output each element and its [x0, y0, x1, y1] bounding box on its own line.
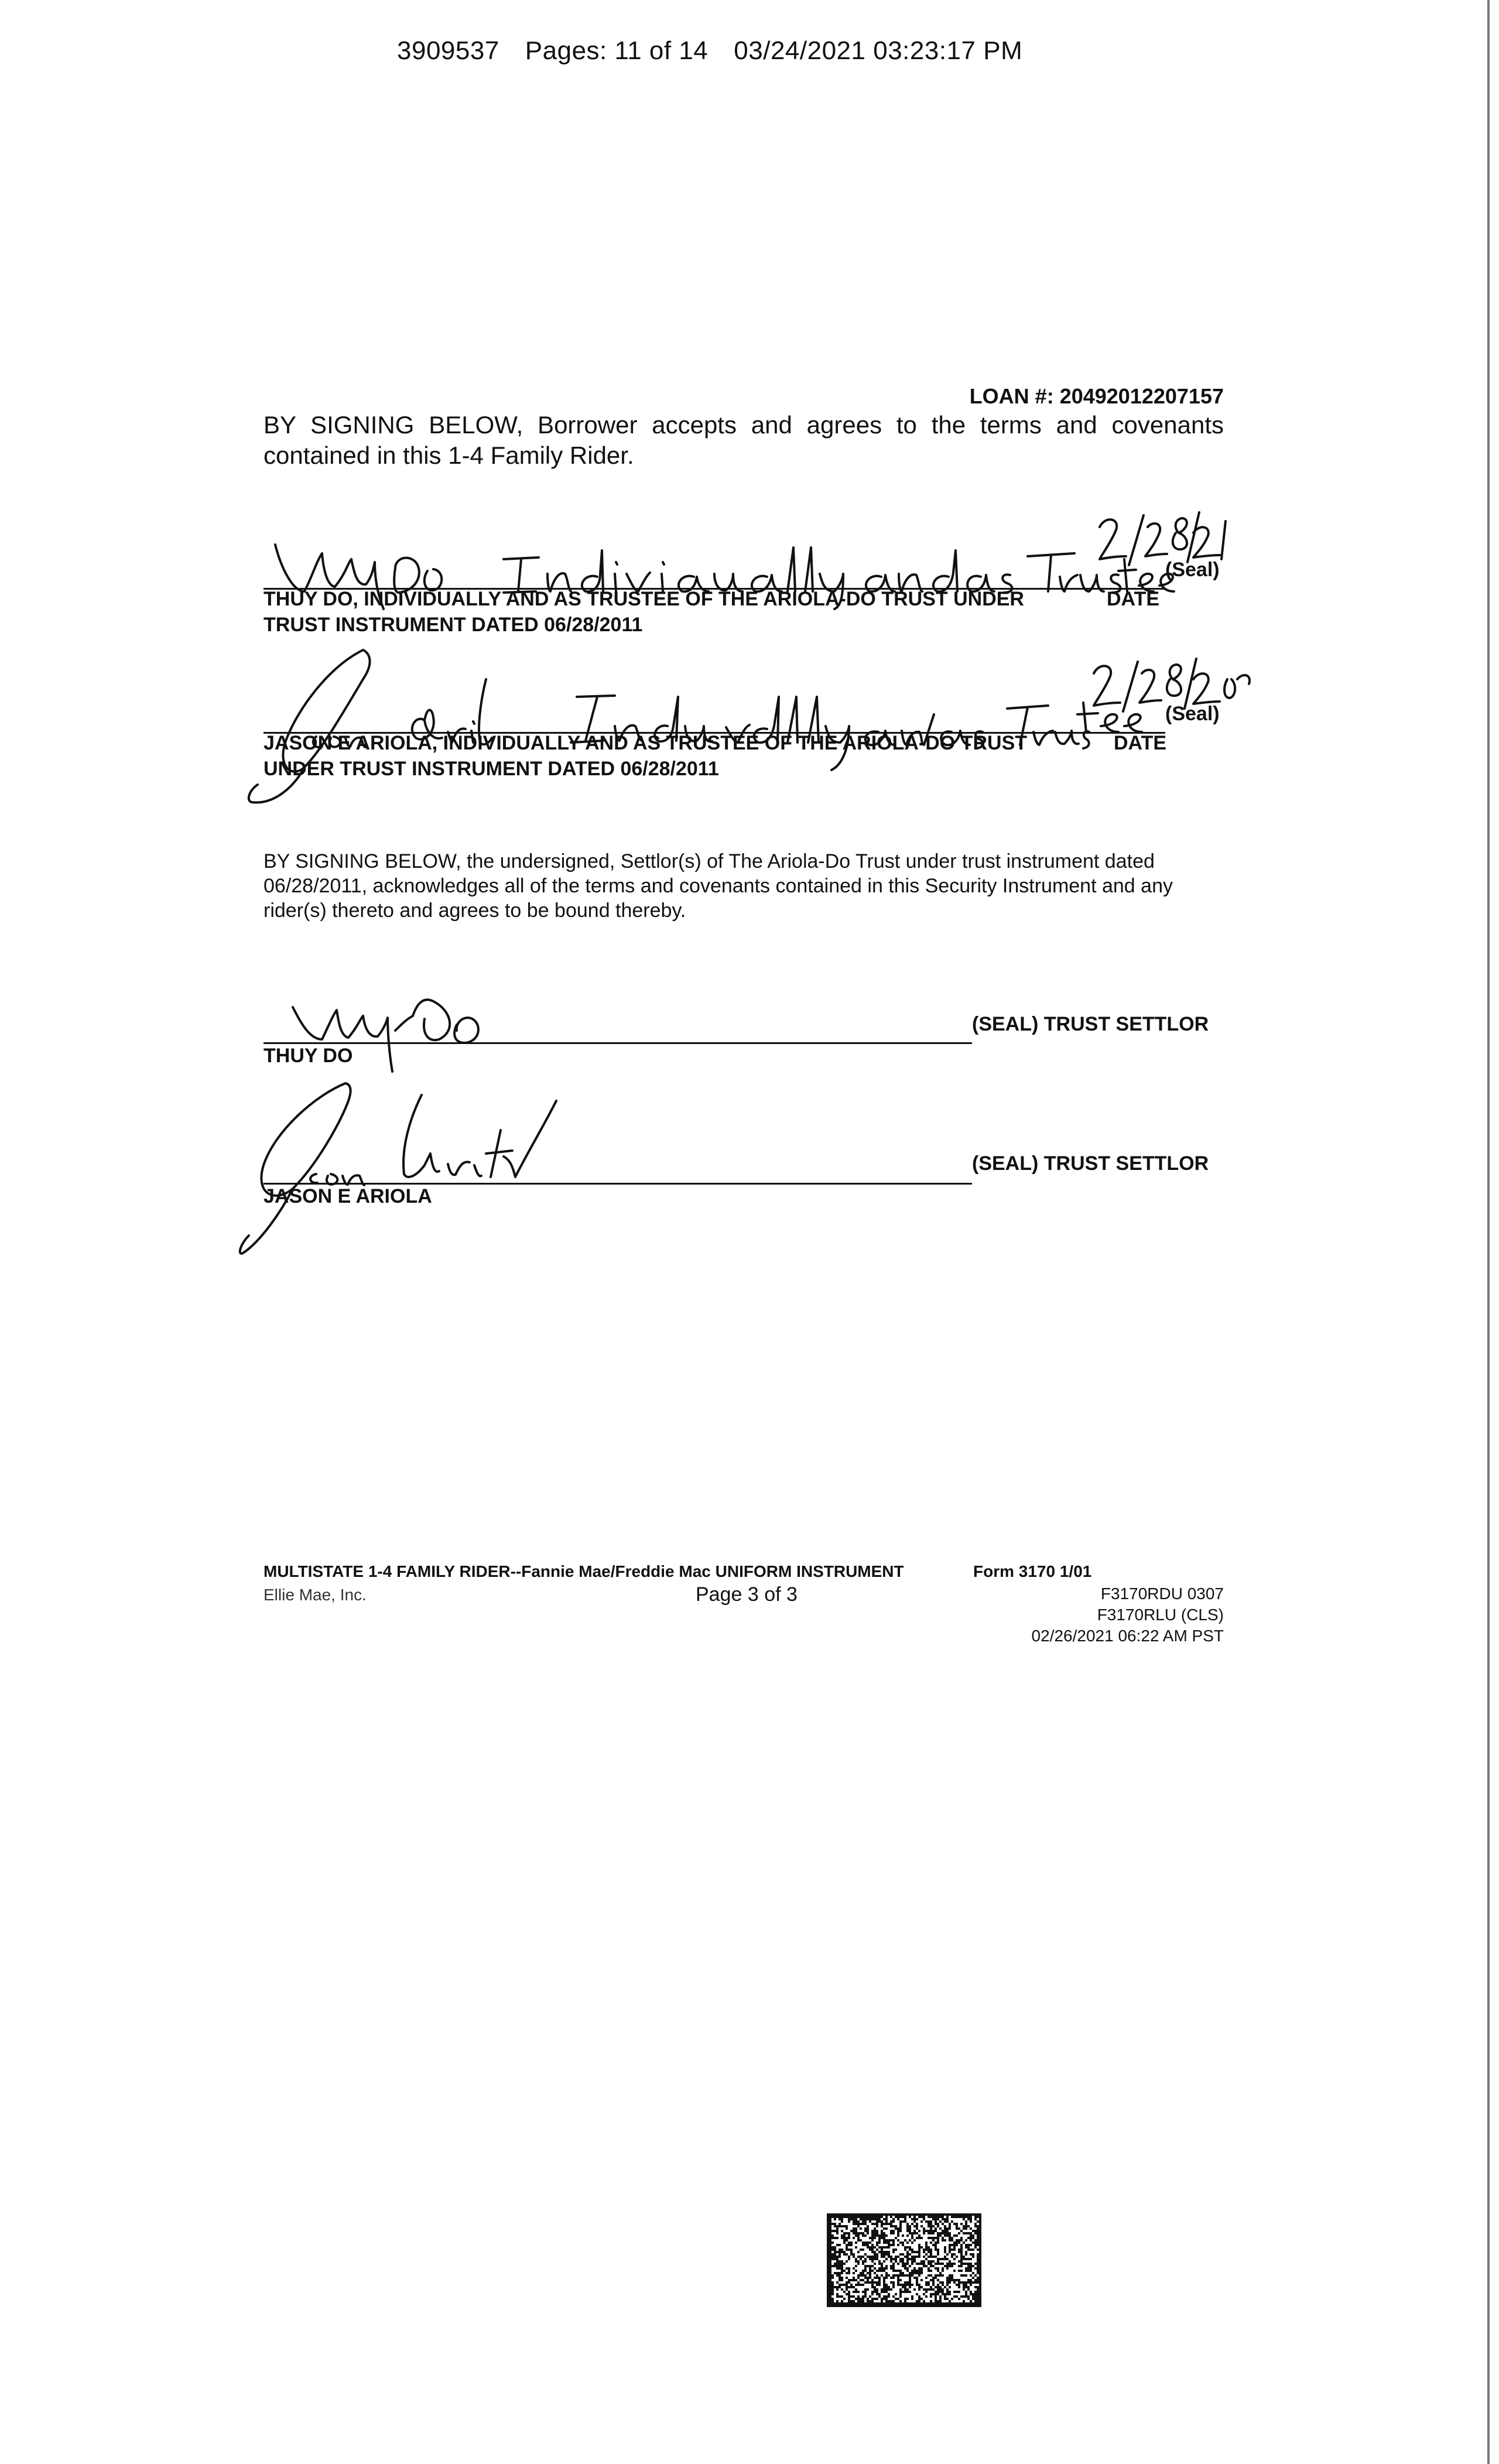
document-number: 3909537 [397, 36, 499, 65]
page-count: Pages: 11 of 14 [525, 36, 709, 65]
settlor-1-seal-label: (SEAL) TRUST SETTLOR [972, 1013, 1209, 1035]
borrower-2-name-line-2: UNDER TRUST INSTRUMENT DATED 06/28/2011 [263, 758, 719, 780]
settlor-acknowledgment-paragraph: BY SIGNING BELOW, the undersigned, Settlor(s) of The Ariola-Do Trust under trust instrument dated 06/28/2011, acknowledges all of the terms and covenants contained in this Security Instrument and any rider(s) thereto and agrees to be bound thereby. [263, 850, 1173, 922]
footer-page-number: Page 3 of 3 [696, 1583, 798, 1606]
borrower-acceptance-paragraph [263, 410, 1224, 471]
footer-form-title: MULTISTATE 1-4 FAMILY RIDER--Fannie Mae/Freddie Mac UNIFORM INSTRUMENT [263, 1562, 904, 1580]
footer-code-1: F3170RDU 0307 [1100, 1585, 1224, 1603]
footer-publisher: Ellie Mae, Inc. [263, 1586, 367, 1604]
settlor-1-signature-line [263, 1042, 972, 1044]
page-right-border [1487, 0, 1490, 2464]
borrower-1-date-label: DATE [1107, 588, 1160, 610]
borrower-1-name-line-1: THUY DO, INDIVIDUALLY AND AS TRUSTEE OF THE ARIOLA-DO TRUST UNDER [263, 588, 1024, 610]
footer-code-2: F3170RLU (CLS) [1097, 1606, 1224, 1624]
borrower-2-date-label: DATE [1114, 732, 1167, 754]
acceptance-line-1: BY SIGNING BELOW, Borrower accepts and agrees to the terms and covenants [263, 411, 1224, 439]
borrower-2-name-line-1: JASON E ARIOLA, INDIVIDUALLY AND AS TRUSTEE OF THE ARIOLA-DO TRUST [263, 732, 1028, 754]
borrower-1-name-line-2: TRUST INSTRUMENT DATED 06/28/2011 [263, 614, 643, 636]
acceptance-line-2: contained in this 1-4 Family Rider. [263, 442, 634, 469]
footer-printed-timestamp: 02/26/2021 06:22 AM PST [1031, 1627, 1224, 1645]
borrower-2-handwritten-signature [240, 644, 1095, 808]
settlor-2-signature-line [263, 1183, 972, 1185]
datamatrix-barcode [827, 2213, 981, 2307]
barcode-pattern [829, 2216, 979, 2305]
recording-timestamp: 03/24/2021 03:23:17 PM [734, 36, 1023, 65]
settlor-2-name: JASON E ARIOLA [263, 1185, 432, 1207]
loan-number: LOAN #: 20492012207157 [969, 384, 1224, 408]
settlor-1-name: THUY DO [263, 1045, 353, 1067]
footer-form-number: Form 3170 1/01 [973, 1562, 1092, 1580]
borrower-1-seal: (Seal) [1165, 559, 1220, 581]
borrower-2-seal: (Seal) [1165, 703, 1220, 725]
footer-codes [1032, 1583, 1224, 1647]
settlor-2-handwritten-signature [228, 1077, 591, 1265]
settlor-2-seal-label: (SEAL) TRUST SETTLOR [972, 1152, 1209, 1175]
recording-header [397, 36, 1022, 66]
